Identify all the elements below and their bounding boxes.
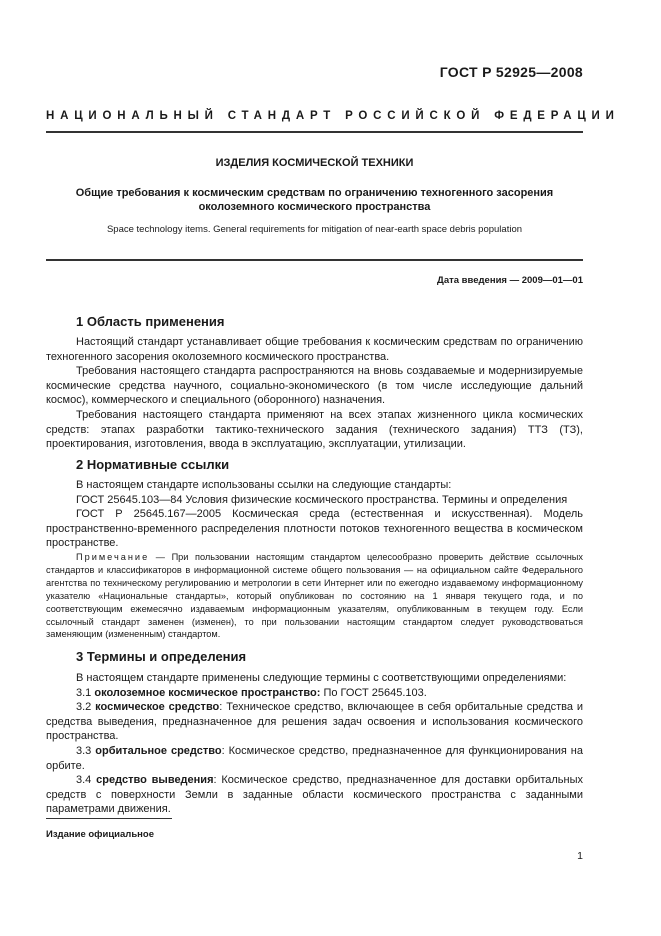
section1-heading: 1 Область применения <box>76 314 225 329</box>
document-subtitle <box>46 186 583 214</box>
section1-body <box>46 335 583 452</box>
term-name: средство выведения <box>96 774 214 787</box>
term-name: орбитальное средство <box>95 744 222 757</box>
section2-reference: ГОСТ Р 25645.167—2005 Космическая среда (естественная и искусственная). Модель пространственно-временного распределения плотности потоков техногенного вещества в космическом пространстве. <box>46 508 583 550</box>
subtitle-line-1: Общие требования к космическим средствам по ограничению техногенного засорения <box>75 187 554 199</box>
section2-paragraph: В настоящем стандарте использованы ссылки на следующие стандарты: <box>76 479 452 491</box>
subtitle-line-2: околоземного космического пространства <box>198 201 431 213</box>
term-item <box>46 700 583 744</box>
term-definition: По ГОСТ 25645.103. <box>320 686 427 699</box>
section2-body <box>46 478 583 551</box>
page-number: 1 <box>577 850 583 862</box>
gost-number: ГОСТ Р 52925—2008 <box>439 64 583 80</box>
section1-paragraph: Требования настоящего стандарта применяют на всех этапах жизненного цикла космических средств: этапах разработки тактико-технического задания (технического задания) ТТЗ (ТЗ), проектирования, изготовления, ввода в эксплуатацию, эксплуатации, утилизации. <box>46 408 583 451</box>
section2-note <box>46 551 583 641</box>
note-label: Примечание <box>76 552 150 562</box>
edition-label: Издание официальное <box>46 829 154 840</box>
term-definition: : Техническое средство, включающее в себя орбитальные средства и средства выведения, предназначенное для решения задач освоения и использования космического пространства. <box>46 701 583 743</box>
term-definition: : Космическое средство, предназначенное для доставки орбитальных средств с поверхности Земли в заданные области космического пространства с заданными параметрами движения. <box>46 774 583 816</box>
term-item <box>46 773 583 817</box>
section2-heading: 2 Нормативные ссылки <box>76 457 230 472</box>
term-name: околоземное космическое пространство: <box>94 686 321 699</box>
term-name: космическое средство <box>95 701 220 714</box>
section3-heading: 3 Термины и определения <box>76 649 247 664</box>
term-number: 3.4 <box>76 774 92 787</box>
section1-paragraph: Настоящий стандарт устанавливает общие требования к космическим средствам по ограничению техногенного засорения околоземного космического пространства. <box>46 336 583 363</box>
term-number: 3.3 <box>76 744 92 757</box>
introduction-date: Дата введения — 2009—01—01 <box>437 275 583 286</box>
title-rule <box>46 259 583 261</box>
term-item <box>46 686 583 701</box>
document-title: ИЗДЕЛИЯ КОСМИЧЕСКОЙ ТЕХНИКИ <box>215 157 414 169</box>
english-title: Space technology items. General requirements for mitigation of near-earth space debris population <box>106 224 523 235</box>
term-number: 3.2 <box>76 701 92 714</box>
term-item <box>46 744 583 773</box>
national-standard-banner: НАЦИОНАЛЬНЫЙ СТАНДАРТ РОССИЙСКОЙ ФЕДЕРАЦИИ <box>46 110 620 122</box>
footer-rule <box>46 818 172 819</box>
term-definition: : Космическое средство, предназначенное для функционирования на орбите. <box>46 744 583 772</box>
note-text: — При пользовании настоящим стандартом целесообразно проверить действие ссылочных стандартов и классификаторов в информационной системе общего пользования — на официальном сайте Федерального агентства по техническому регулированию и метрологии в сети Интернет или по ежегодно издаваемому информационному указателю «Национальные стандарты», который опубликован по состоянию на 1 января текущего года, и по соответствующим ежемесячно издаваемым информационным указателям, опубликованным в текущем году. Если ссылочный стандарт заменен (изменен), то при пользовании настоящим стандартом следует руководствоваться заменяющим (измененным) стандартом. <box>46 552 583 640</box>
term-number: 3.1 <box>76 686 92 699</box>
section3-paragraph: В настоящем стандарте применены следующие термины с соответствующими определениями: <box>76 672 567 684</box>
top-rule <box>46 131 583 133</box>
section2-reference: ГОСТ 25645.103—84 Условия физические космического пространства. Термины и определения <box>76 493 568 506</box>
section3-body <box>46 671 583 817</box>
section1-paragraph: Требования настоящего стандарта распространяются на вновь создаваемые и модернизируемые космические средства научного, социально-экономического (в том числе исследующие дальний космос), коммерческого и специального (оборонного) назначения. <box>46 365 583 407</box>
